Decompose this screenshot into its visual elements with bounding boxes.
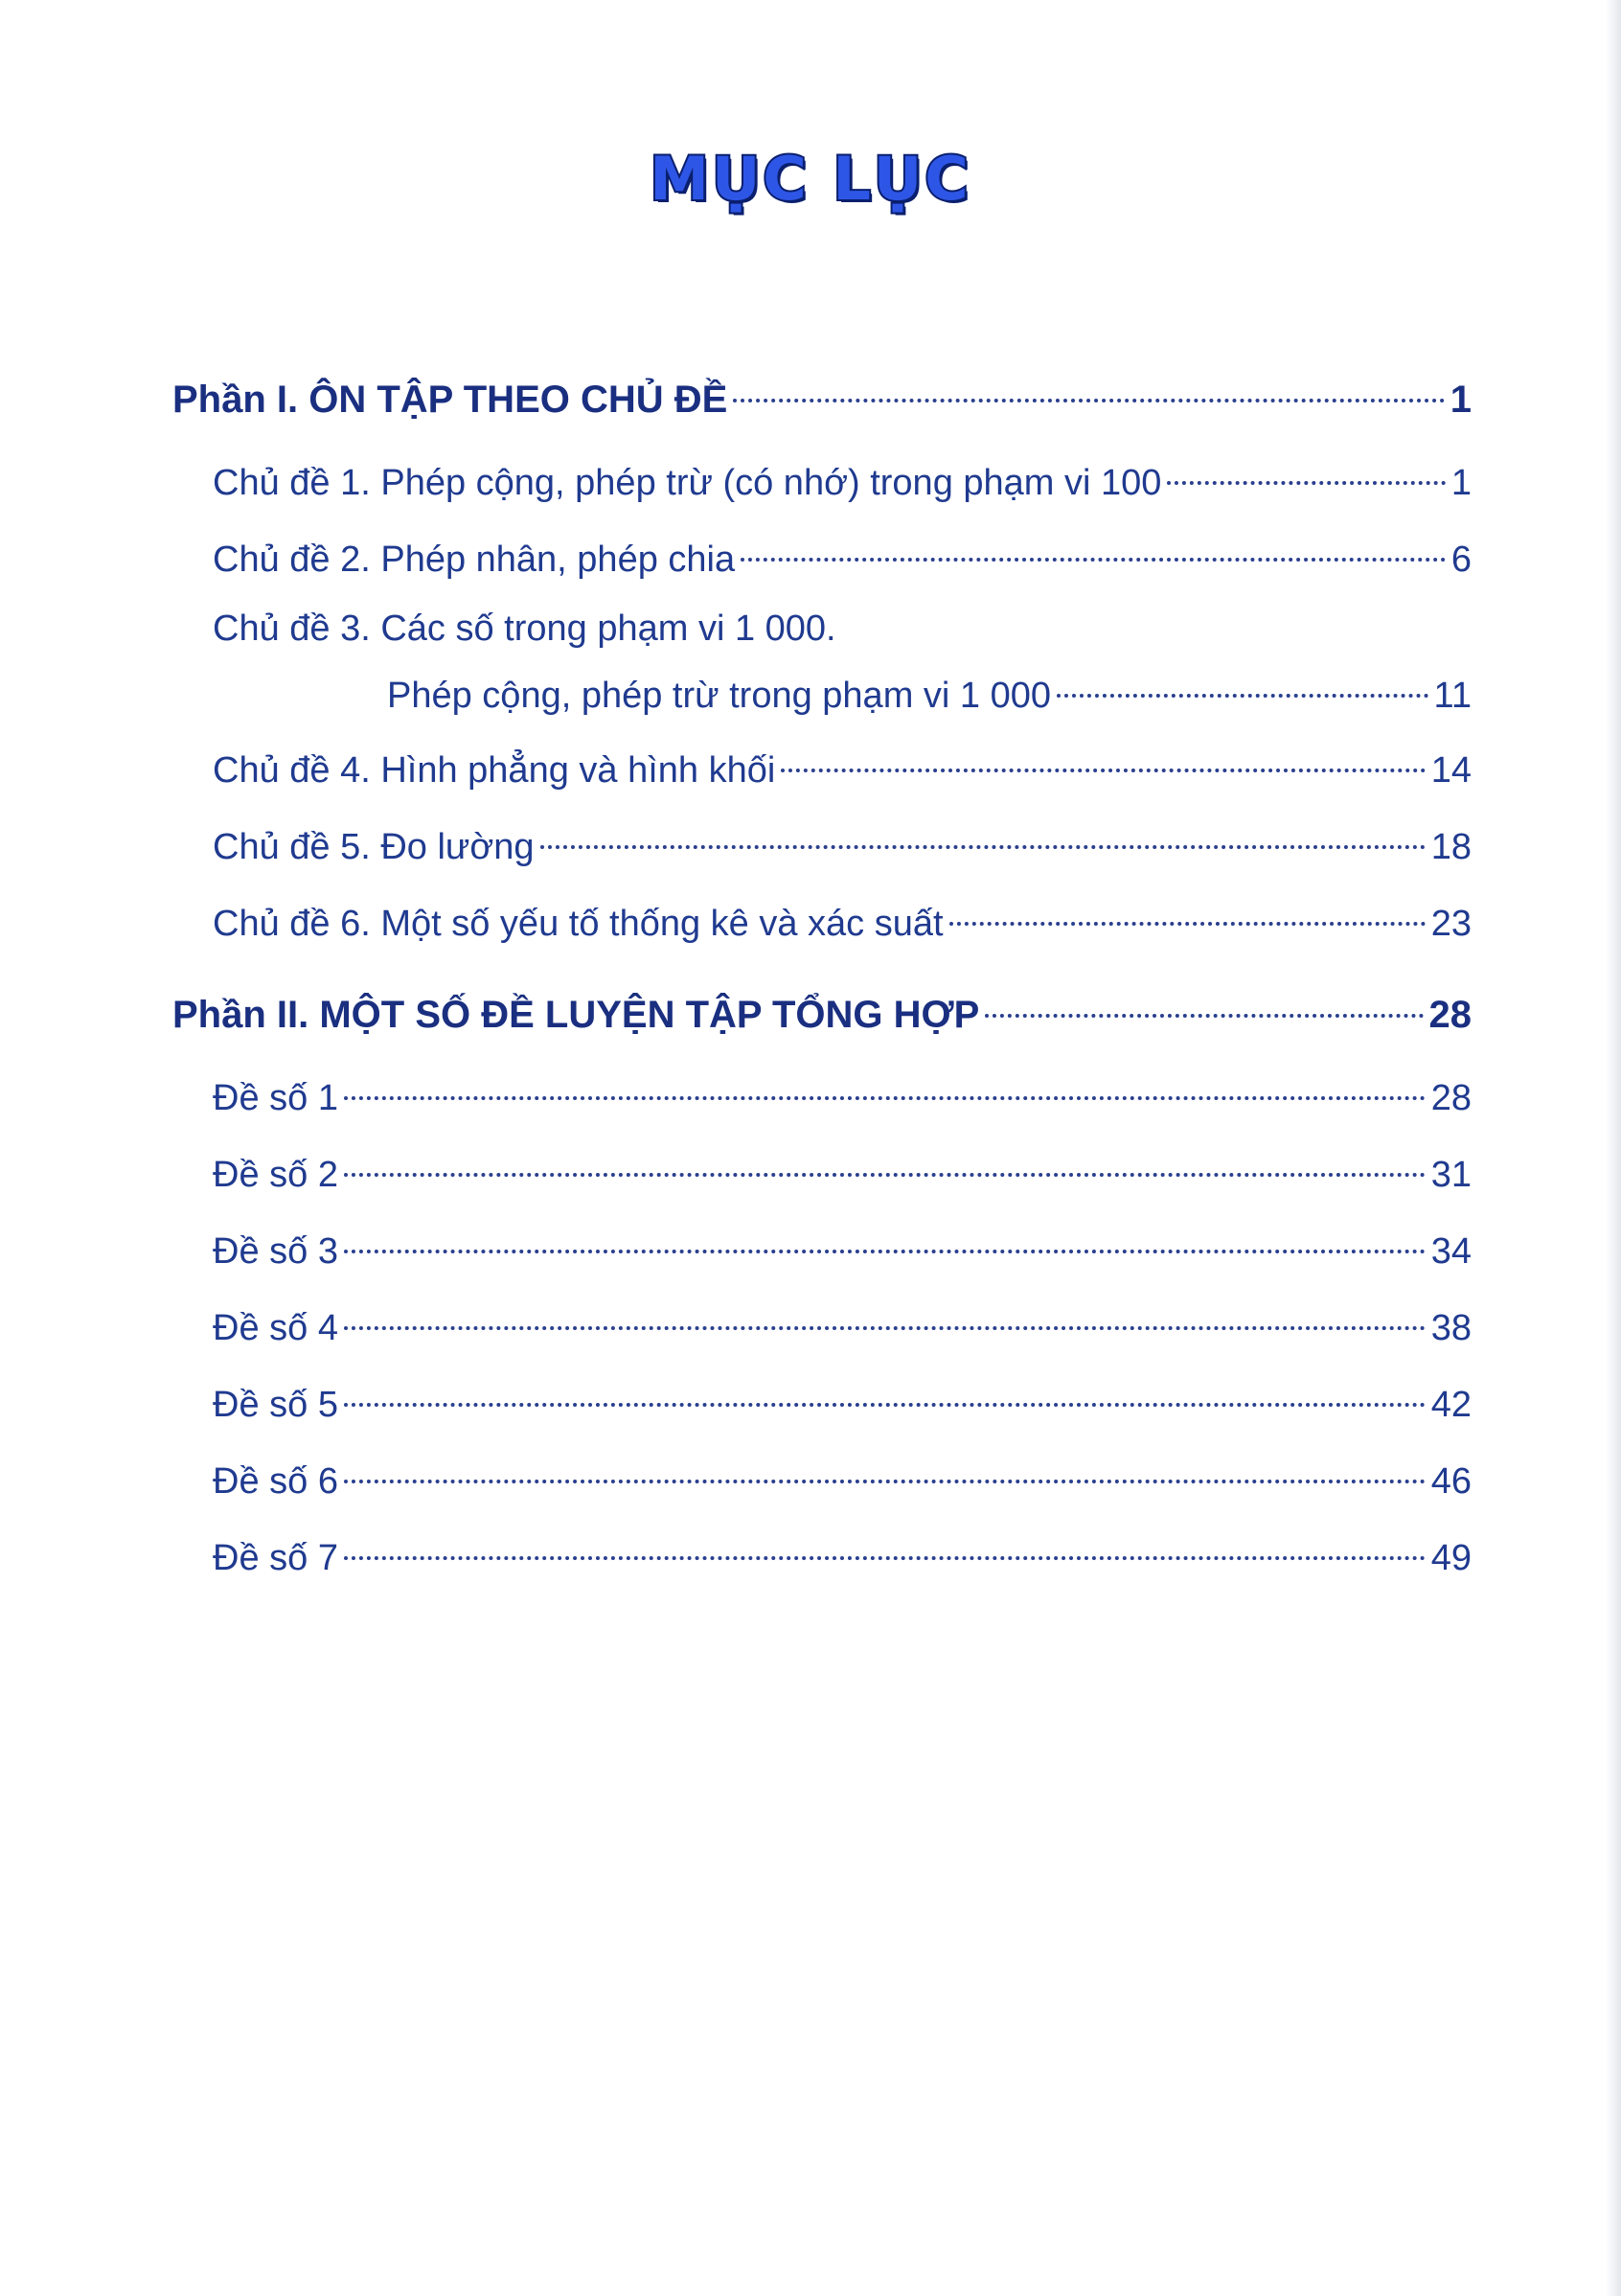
toc-part-label: Phần II. MỘT SỐ ĐỀ LUYỆN TẬP TỔNG HỢP xyxy=(172,994,980,1036)
toc-part-2[interactable] xyxy=(172,970,1472,1060)
toc-page-number: 6 xyxy=(1450,540,1472,580)
toc-entry-label: Đề số 3 xyxy=(213,1231,338,1272)
dot-leader xyxy=(741,558,1446,562)
toc-topic-3[interactable] xyxy=(172,598,1472,732)
toc-test-5[interactable] xyxy=(172,1366,1472,1443)
toc-entry-label: Đề số 5 xyxy=(213,1385,338,1425)
toc-page-number: 28 xyxy=(1430,1078,1472,1118)
dot-leader xyxy=(985,1014,1423,1018)
toc-entry-label: Đề số 1 xyxy=(213,1078,338,1118)
dot-leader xyxy=(344,1326,1426,1330)
toc-test-1[interactable] xyxy=(172,1060,1472,1137)
toc-page-number: 18 xyxy=(1430,827,1472,867)
toc-page-number: 1 xyxy=(1450,379,1472,421)
toc-entry-label: Chủ đề 3. Các số trong phạm vi 1 000. xyxy=(213,608,836,649)
toc-entry-label: Đề số 6 xyxy=(213,1461,338,1502)
page-title: MỤC LỤC xyxy=(650,144,971,214)
dot-leader xyxy=(540,845,1426,849)
toc-page-number: 11 xyxy=(1433,676,1472,716)
toc-page-number: 28 xyxy=(1428,994,1472,1036)
toc-page-number: 49 xyxy=(1430,1538,1472,1578)
toc-entry-label: Chủ đề 6. Một số yếu tố thống kê và xác suất xyxy=(213,904,944,944)
toc-topic-6[interactable] xyxy=(172,885,1472,962)
dot-leader xyxy=(344,1480,1426,1483)
toc-topic-2[interactable] xyxy=(172,521,1472,598)
dot-leader xyxy=(733,399,1444,402)
toc-entry-label: Chủ đề 4. Hình phẳng và hình khối xyxy=(213,750,776,791)
toc-topic-4[interactable] xyxy=(172,732,1472,809)
toc-topic-5[interactable] xyxy=(172,809,1472,885)
toc-entry-label: Đề số 2 xyxy=(213,1155,338,1195)
toc-test-2[interactable] xyxy=(172,1137,1472,1213)
toc-page-number: 23 xyxy=(1430,904,1472,944)
section-gap xyxy=(172,962,1472,970)
toc-page-number: 42 xyxy=(1430,1385,1472,1425)
dot-leader xyxy=(1057,694,1428,698)
toc-entry-label: Đề số 7 xyxy=(213,1538,338,1578)
toc-page-number: 14 xyxy=(1430,750,1472,791)
toc-page-number: 31 xyxy=(1430,1155,1472,1195)
dot-leader xyxy=(781,769,1425,772)
table-of-contents xyxy=(172,355,1472,1596)
toc-test-3[interactable] xyxy=(172,1213,1472,1290)
dot-leader xyxy=(344,1403,1426,1407)
toc-entry-label: Đề số 4 xyxy=(213,1308,338,1348)
page-edge-shadow xyxy=(1606,0,1621,2296)
dot-leader xyxy=(344,1556,1426,1560)
toc-page-number: 1 xyxy=(1450,463,1472,503)
toc-page-number: 34 xyxy=(1430,1231,1472,1272)
toc-entry-label: Chủ đề 2. Phép nhân, phép chia xyxy=(213,540,736,580)
title-container xyxy=(0,144,1621,214)
toc-topic-1[interactable] xyxy=(172,445,1472,521)
toc-part-1[interactable] xyxy=(172,355,1472,445)
dot-leader xyxy=(344,1096,1426,1100)
toc-test-6[interactable] xyxy=(172,1443,1472,1520)
toc-test-4[interactable] xyxy=(172,1290,1472,1366)
toc-page-number: 38 xyxy=(1430,1308,1472,1348)
dot-leader xyxy=(344,1173,1426,1177)
toc-entry-continuation xyxy=(213,659,1472,732)
dot-leader xyxy=(1167,481,1445,485)
toc-page-number: 46 xyxy=(1430,1461,1472,1502)
toc-entry-label-line-2: Phép cộng, phép trừ trong phạm vi 1 000 xyxy=(387,676,1051,716)
toc-entry-label: Chủ đề 1. Phép cộng, phép trừ (có nhớ) trong phạm vi 100 xyxy=(213,463,1162,503)
dot-leader xyxy=(949,922,1426,926)
dot-leader xyxy=(344,1250,1426,1253)
toc-test-7[interactable] xyxy=(172,1520,1472,1596)
toc-entry-label: Chủ đề 5. Đo lường xyxy=(213,827,535,867)
toc-part-label: Phần I. ÔN TẬP THEO CHỦ ĐỀ xyxy=(172,379,728,421)
